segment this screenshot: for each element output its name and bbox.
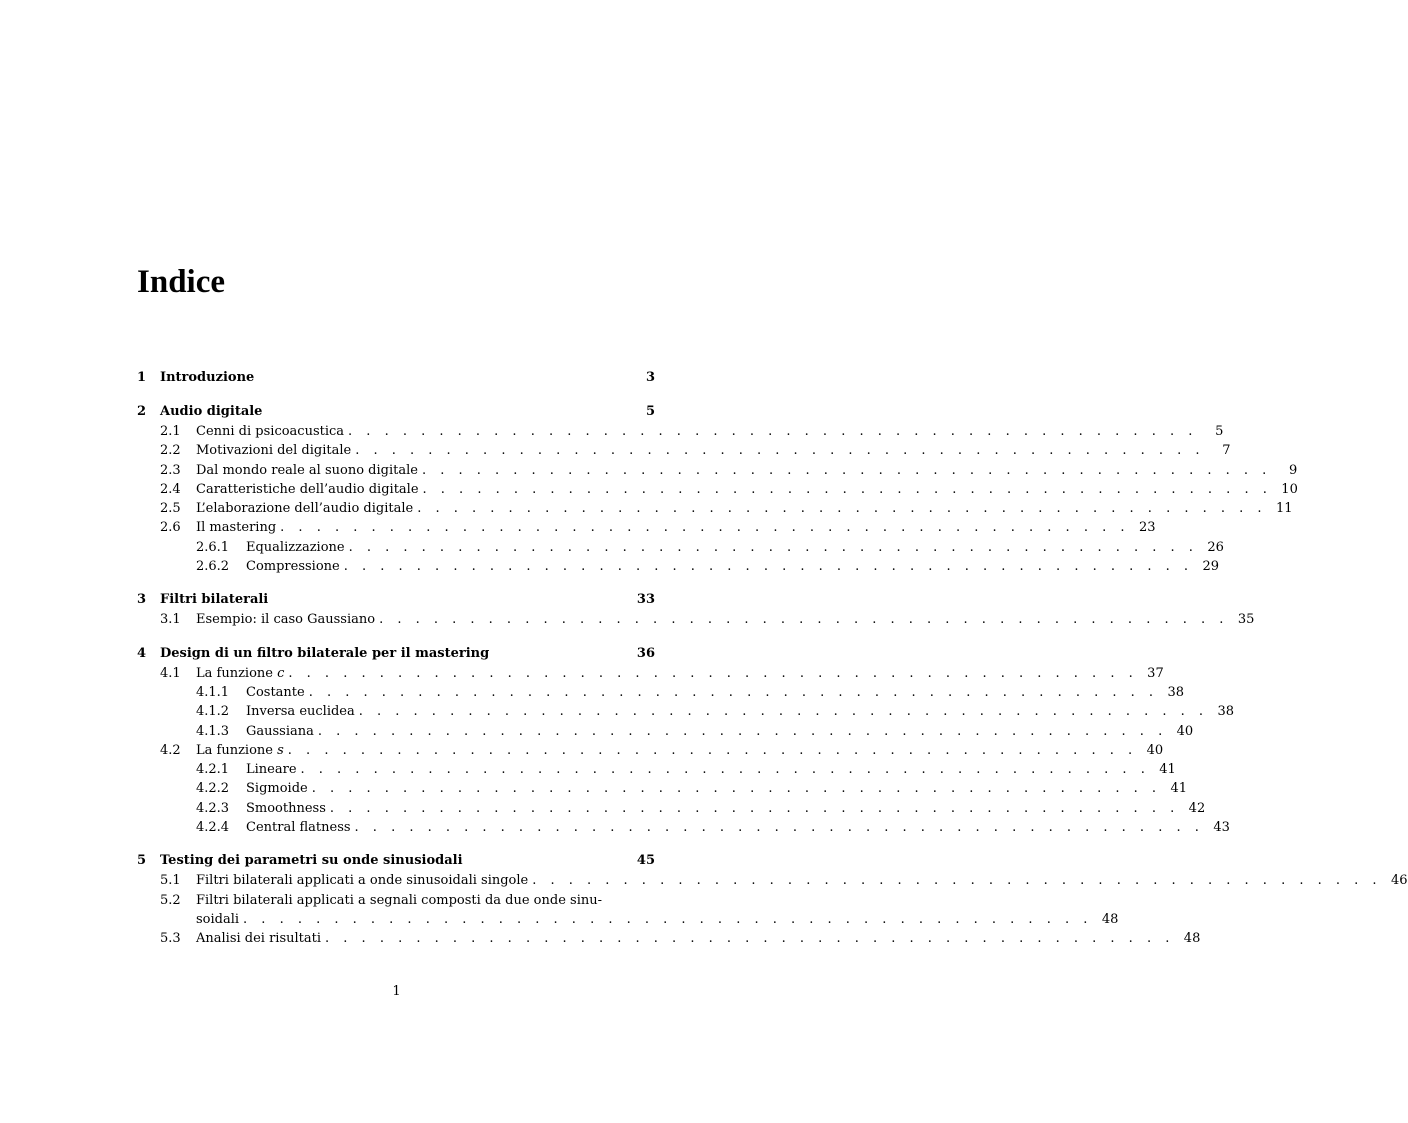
toc-section-5-2[interactable] <box>137 891 655 910</box>
section-number: 2.4 <box>160 481 181 497</box>
toc-subsection-4-1-1[interactable] <box>137 683 1185 702</box>
section-page: 10 <box>1281 481 1298 497</box>
chapter-title: Audio digitale <box>160 404 263 419</box>
toc-section-5-2-continued[interactable] <box>137 910 1119 929</box>
subsection-title: Smoothness <box>246 800 326 816</box>
subsection-page: 29 <box>1202 559 1220 575</box>
subsection-title: Gaussiana <box>246 723 314 739</box>
chapter-number: 3 <box>137 592 147 608</box>
subsection-title: Compressione <box>246 559 340 575</box>
math-variable: s <box>277 742 284 758</box>
subsection-number: 4.1.3 <box>196 723 230 739</box>
subsection-title: Equalizzazione <box>246 539 345 555</box>
section-page: 23 <box>1138 520 1156 536</box>
toc-subsection-4-2-4[interactable] <box>137 818 1230 837</box>
toc-section-4-2[interactable] <box>137 741 1164 760</box>
leader-dots: . . . . . . . . . . . . . . . . . . . . . . . . . . . . . . . . . . . . . . . . . . . . . . . <box>288 665 1138 681</box>
section-number: 4.1 <box>160 665 181 681</box>
toc-chapter-4[interactable] <box>137 644 655 664</box>
leader-dots: . . . . . . . . . . . . . . . . . . . . . . . . . . . . . . . . . . . . . . . . . . . . . . . <box>421 462 1272 478</box>
table-of-contents <box>137 368 1408 949</box>
section-page: 35 <box>1237 612 1255 628</box>
subsection-number: 4.1.1 <box>196 684 230 700</box>
subsection-title: Inversa euclidea <box>246 704 355 720</box>
section-title: Esempio: il caso Gaussiano <box>196 612 376 628</box>
leader-dots: . . . . . . . . . . . . . . . . . . . . . . . . . . . . . . . . . . . . . . . . . . . . . . . <box>308 684 1159 700</box>
section-title: Caratteristiche dell’audio digitale <box>196 481 419 497</box>
math-variable: c <box>277 665 285 681</box>
section-title: La funzione s <box>196 742 284 758</box>
toc-subsection-4-1-2[interactable] <box>137 702 1235 721</box>
section-title: Analisi dei risultati <box>196 931 322 947</box>
toc-section-4-1[interactable] <box>137 664 1164 683</box>
toc-subsection-4-2-2[interactable] <box>137 779 1188 798</box>
chapter-page: 3 <box>645 370 655 385</box>
subsection-number: 4.2.3 <box>196 800 230 816</box>
subsection-page: 26 <box>1207 539 1224 555</box>
chapter-number: 2 <box>137 404 147 419</box>
subsection-number: 4.2.4 <box>196 820 230 836</box>
section-page: 46 <box>1390 873 1408 889</box>
section-page: 11 <box>1275 501 1293 517</box>
toc-section-3-1[interactable] <box>137 610 1255 629</box>
section-title-line1: Filtri bilaterali applicati a segnali composti da due onde sinu- <box>196 892 602 908</box>
subsection-page: 42 <box>1188 800 1206 816</box>
section-title: Motivazioni del digitale <box>196 443 352 459</box>
leader-dots: . . . . . . . . . . . . . . . . . . . . . . . . . . . . . . . . . . . . . . . . . . . . . . . <box>354 820 1204 836</box>
section-page: 48 <box>1183 931 1201 947</box>
toc-section-2-6[interactable] <box>137 518 1156 537</box>
toc-section-5-3[interactable] <box>137 929 1201 948</box>
leader-dots: . . . . . . . . . . . . . . . . . . . . . . . . . . . . . . . . . . . . . . . . . . . . . . . <box>532 873 1382 889</box>
chapter-number: 5 <box>137 853 147 869</box>
toc-section-5-1[interactable] <box>137 871 1408 890</box>
toc-section-2-1[interactable] <box>137 422 1224 441</box>
section-title: Filtri bilaterali applicati a onde sinusoidali singole <box>196 873 529 889</box>
section-title-line2: soidali <box>196 911 240 927</box>
chapter-number: 1 <box>137 370 147 385</box>
subsection-title: Lineare <box>246 762 297 778</box>
leader-dots: . . . . . . . . . . . . . . . . . . . . . . . . . . . . . . . . . . . . . . . . . . . . . . . <box>300 762 1150 778</box>
section-number: 2.1 <box>160 424 181 439</box>
chapter-page: 5 <box>645 404 655 419</box>
chapter-title: Testing dei parametri su onde sinusiodali <box>160 853 463 869</box>
subsection-page: 40 <box>1176 723 1194 739</box>
section-page: 40 <box>1146 742 1164 758</box>
chapter-title: Introduzione <box>160 370 255 385</box>
toc-section-2-5[interactable] <box>137 499 1293 518</box>
chapter-number: 4 <box>137 645 147 661</box>
toc-section-2-3[interactable] <box>137 461 1298 480</box>
section-number: 5.3 <box>160 931 181 947</box>
subsection-page: 43 <box>1213 820 1230 836</box>
leader-dots: . . . . . . . . . . . . . . . . . . . . . . . . . . . . . . . . . . . . . . . . . . . . . . . <box>417 501 1267 517</box>
section-number: 2.6 <box>160 520 181 536</box>
leader-dots: . . . . . . . . . . . . . . . . . . . . . . . . . . . . . . . . . . . . . . . . . . . . . . . <box>343 559 1194 575</box>
section-number: 5.2 <box>160 892 181 908</box>
section-title: La funzione c <box>196 665 285 681</box>
subsection-page: 41 <box>1170 781 1188 797</box>
toc-chapter-3[interactable] <box>137 590 655 610</box>
leader-dots: . . . . . . . . . . . . . . . . . . . . . . . . . . . . . . . . . . . . . . . . . . . . . . . <box>280 520 1130 536</box>
section-page: 7 <box>1222 443 1231 459</box>
subsection-title: Sigmoide <box>246 781 308 797</box>
section-number: 2.2 <box>160 443 181 459</box>
subsection-number: 2.6.2 <box>196 559 230 575</box>
leader-dots: . . . . . . . . . . . . . . . . . . . . . . . . . . . . . . . . . . . . . . . . . . . . . . . <box>348 424 1198 439</box>
subsection-number: 4.2.1 <box>196 762 230 778</box>
chapter-page: 45 <box>636 853 655 869</box>
toc-subsection-4-1-3[interactable] <box>137 722 1194 741</box>
section-number: 5.1 <box>160 873 181 889</box>
section-title: Dal mondo reale al suono digitale <box>196 462 418 478</box>
leader-dots: . . . . . . . . . . . . . . . . . . . . . . . . . . . . . . . . . . . . . . . . . . . . . . . <box>243 911 1093 927</box>
section-number: 3.1 <box>160 612 181 628</box>
section-title: Il mastering <box>196 520 277 536</box>
toc-subsection-2-6-2[interactable] <box>137 557 1220 576</box>
toc-section-2-2[interactable] <box>137 441 1231 460</box>
subsection-page: 41 <box>1159 762 1176 778</box>
subsection-number: 2.6.1 <box>196 539 230 555</box>
leader-dots: . . . . . . . . . . . . . . . . . . . . . . . . . . . . . . . . . . . . . . . . . . . . . . . <box>355 443 1205 459</box>
section-number: 2.3 <box>160 462 181 478</box>
section-page: 48 <box>1101 911 1119 927</box>
section-page: 5 <box>1215 424 1224 439</box>
subsection-page: 38 <box>1167 684 1185 700</box>
leader-dots: . . . . . . . . . . . . . . . . . . . . . . . . . . . . . . . . . . . . . . . . . . . . . . . <box>358 704 1209 720</box>
leader-dots: . . . . . . . . . . . . . . . . . . . . . . . . . . . . . . . . . . . . . . . . . . . . . . . <box>287 742 1138 758</box>
page-title: Indice <box>137 264 226 300</box>
section-number: 4.2 <box>160 742 181 758</box>
leader-dots: . . . . . . . . . . . . . . . . . . . . . . . . . . . . . . . . . . . . . . . . . . . . . . . <box>311 781 1162 797</box>
toc-subsection-4-2-3[interactable] <box>137 799 1206 818</box>
subsection-number: 4.1.2 <box>196 704 230 720</box>
section-title: L’elaborazione dell’audio digitale <box>196 501 414 517</box>
leader-dots: . . . . . . . . . . . . . . . . . . . . . . . . . . . . . . . . . . . . . . . . . . . . . . . <box>325 931 1175 947</box>
chapter-page: 36 <box>636 645 655 661</box>
section-number: 2.5 <box>160 501 181 517</box>
page-number: 1 <box>392 984 401 999</box>
section-page: 37 <box>1147 665 1164 681</box>
subsection-number: 4.2.2 <box>196 781 230 797</box>
toc-subsection-2-6-1[interactable] <box>137 538 1224 557</box>
leader-dots: . . . . . . . . . . . . . . . . . . . . . . . . . . . . . . . . . . . . . . . . . . . . . . . <box>317 723 1168 739</box>
leader-dots: . . . . . . . . . . . . . . . . . . . . . . . . . . . . . . . . . . . . . . . . . . . . . . . <box>422 481 1272 497</box>
section-title: Cenni di psicoacustica <box>196 424 345 439</box>
toc-chapter-1[interactable] <box>137 368 655 388</box>
chapter-page: 33 <box>636 592 655 608</box>
section-page: 9 <box>1288 462 1298 478</box>
toc-subsection-4-2-1[interactable] <box>137 760 1176 779</box>
leader-dots: . . . . . . . . . . . . . . . . . . . . . . . . . . . . . . . . . . . . . . . . . . . . . . . <box>379 612 1229 628</box>
leader-dots: . . . . . . . . . . . . . . . . . . . . . . . . . . . . . . . . . . . . . . . . . . . . . . . <box>348 539 1198 555</box>
toc-chapter-2[interactable] <box>137 402 655 422</box>
toc-chapter-5[interactable] <box>137 851 655 871</box>
chapter-title: Filtri bilaterali <box>160 592 269 608</box>
subsection-title: Central flatness <box>246 820 351 836</box>
subsection-page: 38 <box>1217 704 1235 720</box>
toc-section-2-4[interactable] <box>137 480 1298 499</box>
leader-dots: . . . . . . . . . . . . . . . . . . . . . . . . . . . . . . . . . . . . . . . . . . . . . . . <box>329 800 1180 816</box>
subsection-title: Costante <box>246 684 305 700</box>
chapter-title: Design di un filtro bilaterale per il mastering <box>160 645 490 661</box>
